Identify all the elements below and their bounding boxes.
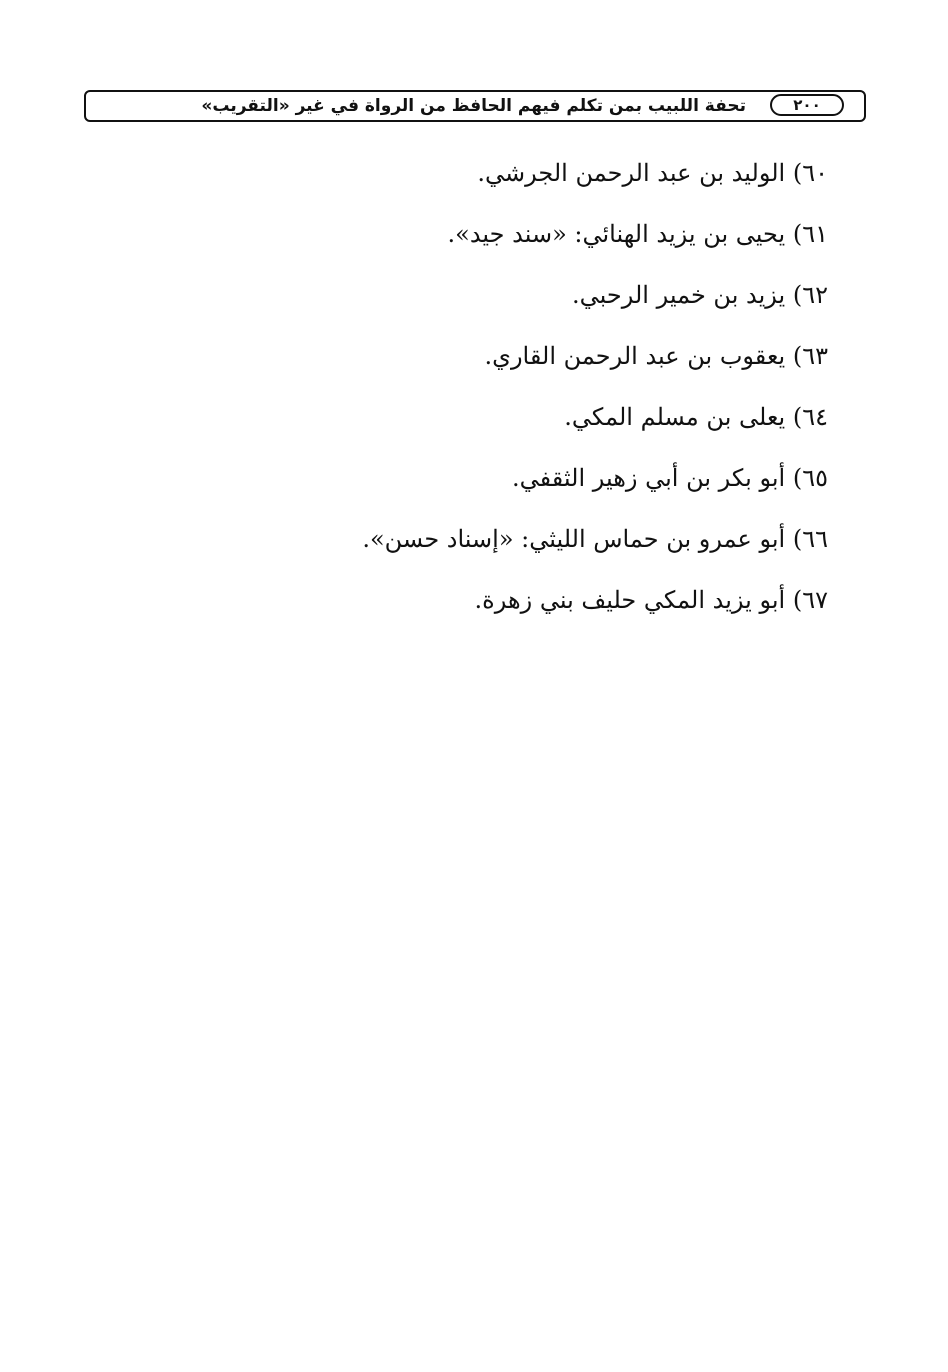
entry-number: ٦٧) xyxy=(792,586,828,614)
entry-text: أبو يزيد المكي حليف بني زهرة. xyxy=(474,586,786,614)
list-item xyxy=(100,516,828,577)
entry-number: ٦٦) xyxy=(792,525,828,553)
list-item xyxy=(100,150,828,211)
entry-text: أبو عمرو بن حماس الليثي: «إسناد حسن». xyxy=(362,525,786,553)
list-item xyxy=(100,333,828,394)
entry-number: ٦٤) xyxy=(792,403,828,431)
narrator-list xyxy=(100,150,828,638)
entry-text: يعلى بن مسلم المكي. xyxy=(564,403,786,431)
page-number: ٢٠٠ xyxy=(770,94,844,116)
entry-number: ٦٢) xyxy=(792,281,828,309)
entry-text: أبو بكر بن أبي زهير الثقفي. xyxy=(511,464,786,492)
list-item xyxy=(100,577,828,638)
entry-number: ٦١) xyxy=(792,220,828,248)
list-item xyxy=(100,211,828,272)
entry-text: الوليد بن عبد الرحمن الجرشي. xyxy=(477,159,786,187)
book-title: تحفة اللبيب بمن تكلم فيهم الحافظ من الرواة في غير «التقريب» xyxy=(201,96,746,116)
entry-text: يزيد بن خمير الرحبي. xyxy=(572,281,786,309)
running-header xyxy=(84,90,866,122)
entry-text: يحيى بن يزيد الهنائي: «سند جيد». xyxy=(447,220,786,248)
list-item xyxy=(100,394,828,455)
list-item xyxy=(100,455,828,516)
entry-number: ٦٣) xyxy=(792,342,828,370)
entry-number: ٦٠) xyxy=(792,159,828,187)
entry-text: يعقوب بن عبد الرحمن القاري. xyxy=(484,342,786,370)
entry-number: ٦٥) xyxy=(792,464,828,492)
list-item xyxy=(100,272,828,333)
